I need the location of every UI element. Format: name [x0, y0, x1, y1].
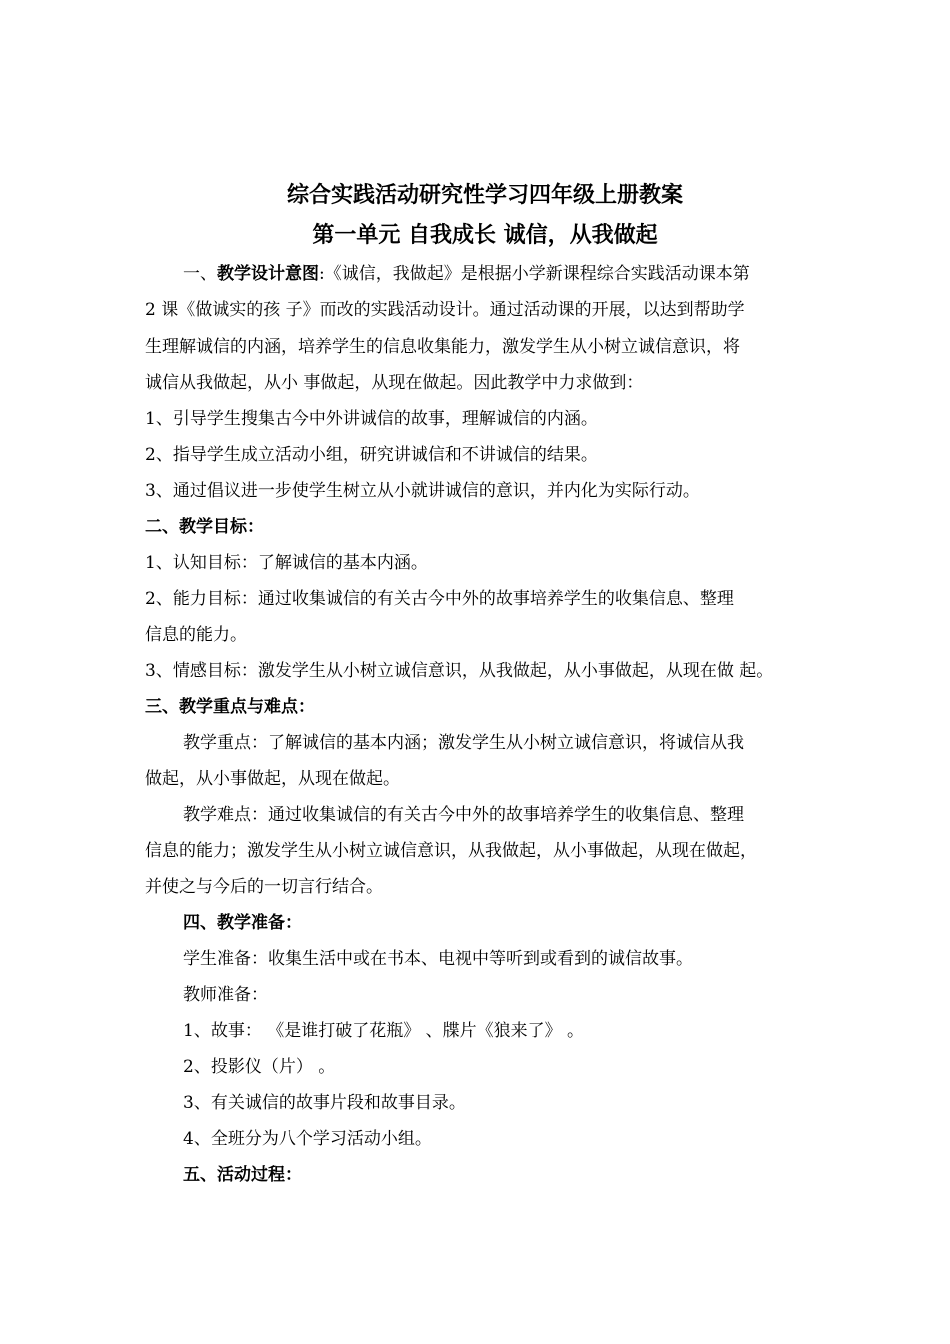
- section1-prefix: 一、: [183, 264, 217, 284]
- section4-list-item: 2、投影仪（片） 。: [183, 1057, 336, 1077]
- section4-student-prep: 学生准备：收集生活中或在书本、电视中等听到或看到的诚信故事。: [183, 949, 693, 969]
- section4-list-item: 3、有关诚信的故事片段和故事目录。: [183, 1093, 466, 1113]
- section3-key-points-line: 教学重点：了解诚信的基本内涵；激发学生从小树立诚信意识，将诚信从我: [183, 733, 744, 753]
- section4-heading: 四、教学准备：: [183, 913, 302, 933]
- section2-list-item: 信息的能力。: [145, 625, 247, 645]
- section5-heading: 五、活动过程：: [183, 1165, 302, 1185]
- section2-list-item: 2、能力目标：通过收集诚信的有关古今中外的故事培养学生的收集信息、整理: [145, 589, 734, 609]
- section1-paragraph-line: 2 课《做诚实的孩 子》而改的实践活动设计。通过活动课的开展，以达到帮助学: [145, 300, 745, 320]
- section1-first-line-text: :《诚信，我做起》是根据小学新课程综合实践活动课本第: [319, 264, 750, 284]
- section4-list-item: 1、故事： 《是谁打破了花瓶》 、牒片《狼来了》 。: [183, 1021, 585, 1041]
- section2-list-item: 1、认知目标：了解诚信的基本内涵。: [145, 553, 428, 573]
- section4-list-item: 4、全班分为八个学习活动小组。: [183, 1129, 432, 1149]
- section4-teacher-prep-label: 教师准备：: [183, 985, 268, 1005]
- section3-difficult-points-line: 并使之与今后的一切言行结合。: [145, 877, 383, 897]
- section1-paragraph-line: 诚信从我做起，从小 事做起，从现在做起。因此教学中力求做到：: [145, 373, 644, 393]
- section1-heading: 教学设计意图: [217, 264, 319, 284]
- section1-paragraph-line: 生理解诚信的内涵，培养学生的信息收集能力，激发学生从小树立诚信意识，将: [145, 337, 740, 357]
- document-title: 综合实践活动研究性学习四年级上册教案: [286, 183, 683, 208]
- section1-list-item: 3、通过倡议进一步使学生树立从小就讲诚信的意识，并内化为实际行动。: [145, 481, 700, 501]
- section3-heading: 三、教学重点与难点：: [145, 697, 315, 717]
- section3-difficult-points-line: 教学难点：通过收集诚信的有关古今中外的故事培养学生的收集信息、整理: [183, 805, 744, 825]
- document-subtitle: 第一单元 自我成长 诚信，从我做起: [312, 223, 658, 248]
- section2-heading: 二、教学目标：: [145, 517, 264, 537]
- section3-key-points-line: 做起，从小事做起，从现在做起。: [145, 769, 400, 789]
- section3-difficult-points-line: 信息的能力；激发学生从小树立诚信意识，从我做起，从小事做起，从现在做起，: [145, 841, 757, 861]
- section2-list-item: 3、情感目标：激发学生从小树立诚信意识，从我做起，从小事做起，从现在做 起。: [145, 661, 774, 681]
- section1-list-item: 1、引导学生搜集古今中外讲诚信的故事，理解诚信的内涵。: [145, 409, 598, 429]
- section1-first-line: [183, 262, 853, 286]
- section1-list-item: 2、指导学生成立活动小组，研究讲诚信和不讲诚信的结果。: [145, 445, 598, 465]
